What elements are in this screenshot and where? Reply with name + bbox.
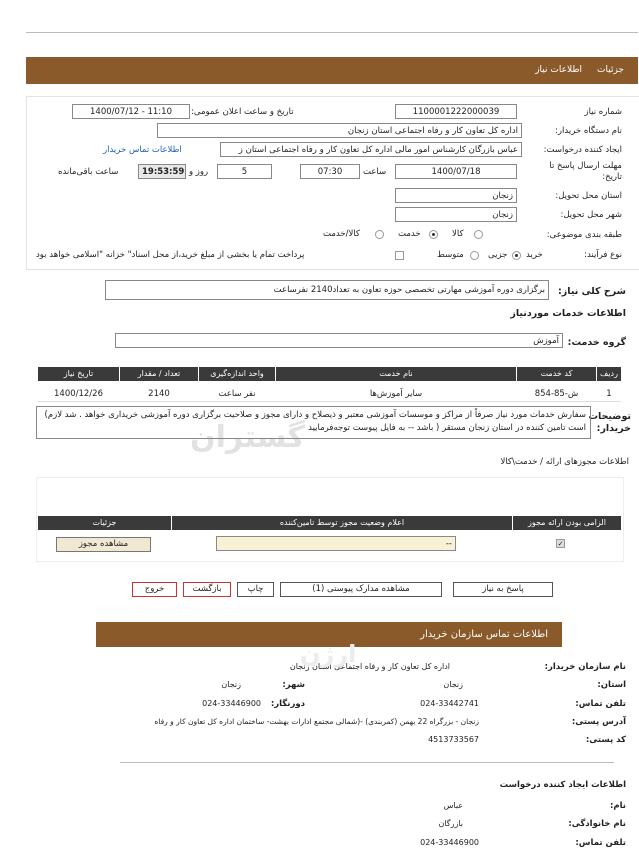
cat-both-label: کالا/خدمت <box>323 229 360 239</box>
contact-province-label: استان: <box>597 680 626 690</box>
days-label: روز و <box>189 167 209 177</box>
table-row-divider <box>38 401 621 402</box>
attachments-button[interactable]: مشاهده مدارک پیوستی (1) <box>280 582 442 597</box>
permit-required-checkbox: ✓ <box>557 540 564 548</box>
page-header-bar <box>26 57 638 84</box>
buyer-org-field: اداره کل تعاون کار و رفاه اجتماعی استان زنجان <box>157 123 522 138</box>
process-label: نوع فرآیند: <box>584 250 622 260</box>
process-minor-label: جزیی <box>488 250 508 260</box>
requester-phone-value: 024-33446900 <box>420 838 479 847</box>
contact-address-label: آدرس پستی: <box>571 717 626 727</box>
contact-divider <box>120 762 614 763</box>
contact-postal-value: 4513733567 <box>428 735 479 744</box>
watermark-text-2: ارژن <box>300 640 357 668</box>
col-qty-header: تعداد / مقدار <box>120 367 198 381</box>
contact-phone-value: 024-33442741 <box>420 699 479 708</box>
buyer-notes-field: سفارش خدمات مورد نیاز صرفاً از مراکز و موسسات آموزشی معتبر و ذیصلاح و دارای مجوز و صلاحیت برگزاری دوره آموزشی خریداری خواهد . شد لازم) است تامین کننده در استان زنجان مستقر ( باشد -- به فایل پیوست توجه‌فرمایید <box>36 406 591 439</box>
col-name-header: نام خدمت <box>276 367 516 381</box>
creator-field: عباس بازرگان کارشناس امور مالی اداره کل تعاون کار و رفاه اجتماعی استان ز <box>220 142 522 157</box>
province-label: استان محل تحویل: <box>555 191 622 201</box>
deadline-time-label: ساعت <box>363 167 387 177</box>
summary-label: شرح کلی نیاز: <box>557 286 626 297</box>
col-code-header: کد خدمت <box>517 367 596 381</box>
exit-button[interactable]: خروج <box>132 582 177 597</box>
contact-org-label: نام سازمان خریدار: <box>544 662 626 672</box>
buyer-contact-link[interactable]: اطلاعات تماس خریدار <box>103 145 182 155</box>
announce-label: تاریخ و ساعت اعلان عمومی: <box>191 107 294 117</box>
print-button[interactable]: چاپ <box>237 582 274 597</box>
cat-service-radio[interactable] <box>429 230 438 239</box>
tab-need-info[interactable]: اطلاعات نیاز <box>535 65 582 75</box>
contact-title: اطلاعات تماس سازمان خریدار <box>420 629 548 640</box>
requester-family-label: نام خانوادگی: <box>568 819 626 829</box>
announce-field: 1400/07/12 - 11:10 <box>72 104 190 119</box>
cat-service-label: خدمت <box>398 229 421 239</box>
col-row-header: ردیف <box>597 367 621 381</box>
permit-status-field[interactable]: -- <box>216 536 456 551</box>
process-medium-radio[interactable] <box>470 251 479 260</box>
back-button[interactable]: بازگشت <box>183 582 231 597</box>
deadline-label: مهلت ارسال پاسخ تا تاریخ: <box>549 161 622 182</box>
cell-date: 1400/12/26 <box>54 389 103 399</box>
top-divider <box>26 32 638 33</box>
cat-both-radio[interactable] <box>375 230 384 239</box>
remaining-label: ساعت باقی‌مانده <box>58 167 119 177</box>
payment-note: پرداخت تمام یا بخشی از مبلغ خرید،از محل اسناد" خزانه "اسلامی خواهد بود <box>36 250 305 260</box>
requester-name-value: عباس <box>443 801 463 810</box>
process-medium-label: متوسط <box>437 250 464 260</box>
requester-phone-label: تلفن تماس: <box>575 838 626 848</box>
days-field: 5 <box>217 164 272 179</box>
permits-title: اطلاعات مجوزهای ارائه / خدمت\کالا <box>500 457 629 467</box>
cell-unit: نفر ساعت <box>218 389 256 399</box>
permit-details-header: جزئیات <box>38 516 171 530</box>
permit-status-header: اعلام وضعیت مجوز توسط تامین‌کننده <box>172 516 512 530</box>
reply-button[interactable]: پاسخ به نیاز <box>453 582 553 597</box>
deadline-time-field: 07:30 <box>300 164 360 179</box>
city-label: شهر محل تحویل: <box>560 210 622 220</box>
requester-title: اطلاعات ایجاد کننده درخواست <box>499 780 626 790</box>
requester-family-value: بازرگان <box>438 819 463 828</box>
view-permit-button[interactable]: مشاهده مجوز <box>56 537 151 552</box>
process-buy: خرید <box>526 250 543 260</box>
need-number-field: 1100001222000039 <box>395 104 517 119</box>
col-date-header: تاریخ نیاز <box>38 367 119 381</box>
cell-code: ش-85-854 <box>534 389 579 399</box>
contact-fax-value: 024-33446900 <box>202 699 261 708</box>
need-number-label: شماره نیاز <box>584 107 622 117</box>
buyer-org-label: نام دستگاه خریدار: <box>555 126 622 136</box>
cat-goods-radio[interactable] <box>474 230 483 239</box>
contact-address-value: زنجان - بزرگراه 22 بهمن (کمربندی) -(شمالی مجتمع ادارات بهشت- ساختمان اداره کل تعاون کار و رفاه <box>154 717 479 726</box>
services-title: اطلاعات خدمات مورد‌نیاز <box>510 308 626 319</box>
col-unit-header: واحد اندازه‌گیری <box>199 367 275 381</box>
permit-required-header: الزامی بودن ارائه مجوز <box>513 516 621 530</box>
payment-checkbox[interactable] <box>395 251 404 260</box>
deadline-date-field: 1400/07/18 <box>395 164 517 179</box>
service-group-field: آموزش <box>115 333 563 348</box>
cat-goods-label: کالا <box>452 229 464 239</box>
watermark-text: گستران <box>190 420 305 455</box>
contact-org-value: اداره کل تعاون کار و رفاه اجتماعی استان زنجان <box>289 662 450 671</box>
creator-label: ایجاد کننده درخواست: <box>543 145 622 155</box>
service-group-label: گروه خدمت: <box>567 337 626 348</box>
cell-row: 1 <box>606 389 612 399</box>
contact-city-label: شهر: <box>282 680 305 690</box>
cell-name: سایر آموزش‌ها <box>369 389 423 399</box>
contact-province-value: زنجان <box>443 680 463 689</box>
contact-city-value: زنجان <box>221 680 241 689</box>
process-minor-radio[interactable] <box>512 251 521 260</box>
tab-details[interactable]: جزئیات <box>597 65 624 75</box>
category-label: طبقه بندی موضوعی: <box>546 230 622 240</box>
buyer-notes-label: توضیحات خریدار: <box>588 411 631 434</box>
contact-phone-label: تلفن تماس: <box>575 699 626 709</box>
remaining-time-field: 19:53:59 <box>138 164 186 179</box>
cell-qty: 2140 <box>148 389 170 399</box>
province-field: زنجان <box>395 188 517 203</box>
city-field: زنجان <box>395 207 517 222</box>
contact-fax-label: دورنگار: <box>270 699 305 709</box>
requester-name-label: نام: <box>609 801 626 811</box>
contact-postal-label: کد پستی: <box>585 735 626 745</box>
summary-field: برگزاری دوره آموزشی مهارتی تخصصی حوزه تعاون به تعداد2140 نفرساعت <box>105 280 549 300</box>
